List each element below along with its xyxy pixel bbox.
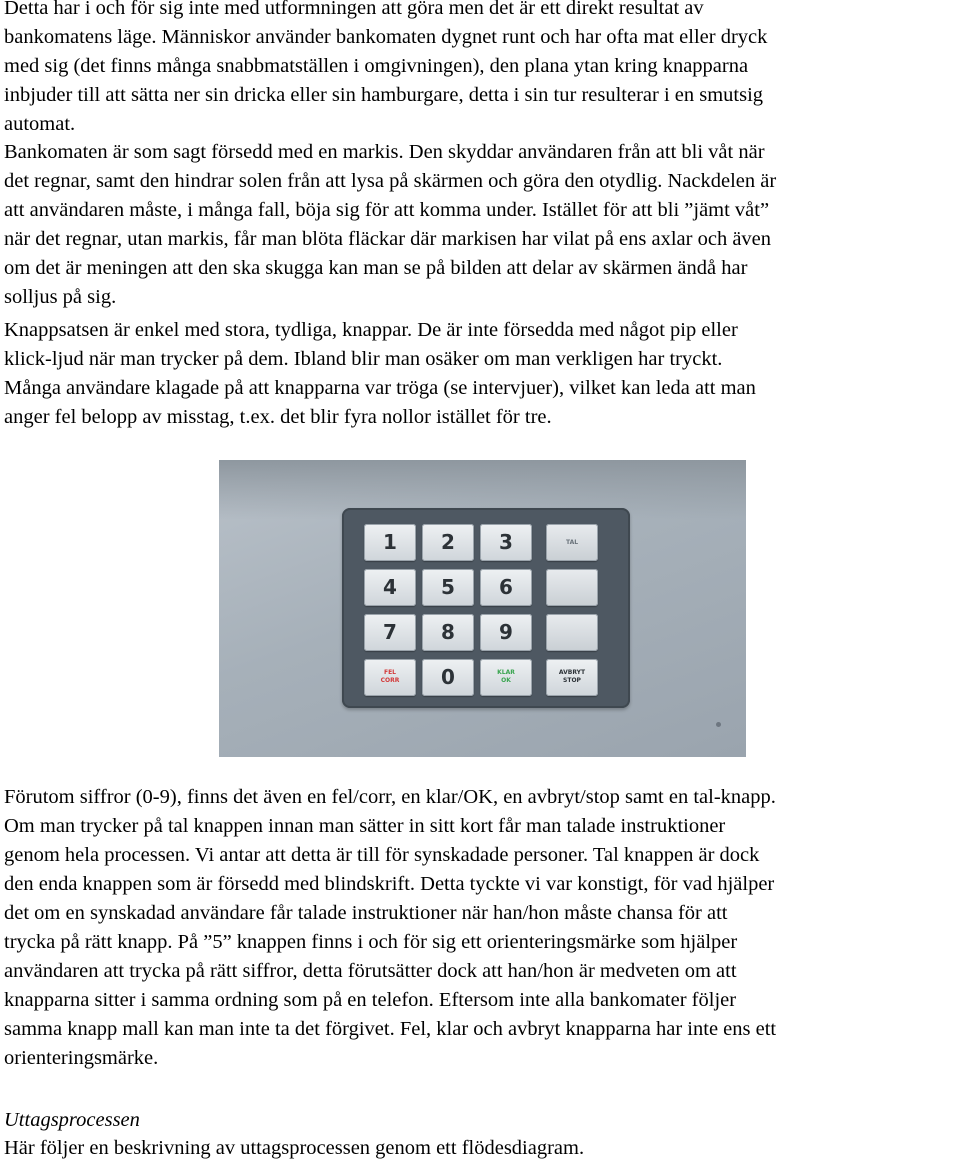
text-line: användaren att trycka på rätt siffror, detta förutsätter dock att han/hon är medveten om att bbox=[4, 960, 737, 982]
text-line: det regnar, samt den hindrar solen från att lysa på skärmen och göra den otydlig. Nackdelen är bbox=[4, 170, 777, 192]
key-label: 6 bbox=[499, 575, 513, 599]
key-label: CORR bbox=[380, 677, 400, 684]
key-0 bbox=[422, 659, 474, 696]
key-label: 5 bbox=[441, 575, 455, 599]
key-label: 8 bbox=[441, 620, 455, 644]
text-line: bankomatens läge. Människor använder bankomaten dygnet runt och har ofta mat eller dryck bbox=[4, 26, 768, 48]
key-label: 0 bbox=[441, 665, 455, 689]
key-3 bbox=[480, 524, 532, 561]
key-avbryt-stop bbox=[546, 659, 598, 696]
text-line: Förutom siffror (0-9), finns det även en fel/corr, en klar/OK, en avbryt/stop samt en tal-knapp. bbox=[4, 786, 776, 808]
paragraph-bankomat-location bbox=[4, 0, 956, 139]
key-9 bbox=[480, 614, 532, 651]
key-label: 3 bbox=[499, 530, 513, 554]
key-1 bbox=[364, 524, 416, 561]
key-label: 9 bbox=[499, 620, 513, 644]
text-line: knapparna sitter i samma ordning som på en telefon. Eftersom inte alla bankomater följer bbox=[4, 989, 737, 1011]
key-2 bbox=[422, 524, 474, 561]
key-label: KLAR bbox=[497, 669, 515, 676]
paragraph-process-intro bbox=[4, 1134, 956, 1163]
text-line: Om man trycker på tal knappen innan man sätter in sitt kort får man talade instruktioner bbox=[4, 815, 726, 837]
text-line: orienteringsmärke. bbox=[4, 1047, 159, 1069]
key-label: AVBRYT bbox=[558, 669, 586, 676]
text-line: om det är meningen att den ska skugga kan man se på bilden att delar av skärmen ändå har bbox=[4, 257, 748, 279]
text-line: Detta har i och för sig inte med utformningen att göra men det är ett direkt resultat av bbox=[4, 0, 704, 19]
key-tal bbox=[546, 524, 598, 561]
keypad-plate bbox=[342, 508, 630, 708]
key-label: 7 bbox=[383, 620, 397, 644]
keypad-photo bbox=[219, 460, 746, 757]
key-label: 1 bbox=[383, 530, 397, 554]
paragraph-awning bbox=[4, 138, 956, 312]
text-line: Många användare klagade på att knapparna var tröga (se intervjuer), vilket kan leda att man bbox=[4, 377, 756, 399]
text-line: automat. bbox=[4, 113, 76, 135]
screw bbox=[716, 722, 721, 727]
key-label: 4 bbox=[383, 575, 397, 599]
text-line: inbjuder till att sätta ner sin dricka eller sin hamburgare, detta i sin tur resulterar i en smutsig bbox=[4, 84, 764, 106]
text-line: den enda knappen som är försedd med blindskrift. Detta tyckte vi var konstigt, för vad hjälper bbox=[4, 873, 775, 895]
paragraph-keys bbox=[4, 783, 956, 1073]
text-line: när det regnar, utan markis, får man blöta fläckar där markisen har vilat på ens axlar och även bbox=[4, 228, 772, 250]
key-blank-1 bbox=[546, 569, 598, 606]
text-line: samma knapp mall kan man inte ta det förgivet. Fel, klar och avbryt knapparna har inte ens ett bbox=[4, 1018, 777, 1040]
key-klar-ok bbox=[480, 659, 532, 696]
key-7 bbox=[364, 614, 416, 651]
text-line: att användaren måste, i många fall, böja sig för att komma under. Istället för att bli ”jämt våt” bbox=[4, 199, 770, 221]
key-5 bbox=[422, 569, 474, 606]
key-4 bbox=[364, 569, 416, 606]
key-8 bbox=[422, 614, 474, 651]
paragraph-keypad bbox=[4, 316, 956, 432]
text-line: med sig (det finns många snabbmatställen i omgivningen), den plana ytan kring knapparna bbox=[4, 55, 749, 77]
text-line: Bankomaten är som sagt försedd med en markis. Den skyddar användaren från att bli våt när bbox=[4, 141, 765, 163]
text-line: klick-ljud när man trycker på dem. Ibland blir man osäker om man verkligen har tryckt. bbox=[4, 348, 723, 370]
key-label: STOP bbox=[563, 677, 581, 684]
key-6 bbox=[480, 569, 532, 606]
text-line: det om en synskadad användare får talade instruktioner när han/hon måste chansa för att bbox=[4, 902, 728, 924]
text-line: solljus på sig. bbox=[4, 286, 117, 308]
key-label: FEL bbox=[383, 669, 397, 676]
section-heading: Uttagsprocessen bbox=[4, 1109, 140, 1131]
text-line: Här följer en beskrivning av uttagsprocessen genom ett flödesdiagram. bbox=[4, 1137, 585, 1159]
key-label: TAL bbox=[565, 539, 579, 546]
text-line: trycka på rätt knapp. På ”5” knappen finns i och för sig ett orienteringsmärke som hjälper bbox=[4, 931, 738, 953]
text-line: genom hela processen. Vi antar att detta är till för synskadade personer. Tal knappen är dock bbox=[4, 844, 760, 866]
text-line: Knappsatsen är enkel med stora, tydliga, knappar. De är inte försedda med något pip eller bbox=[4, 319, 738, 341]
key-label: 2 bbox=[441, 530, 455, 554]
key-fel-corr bbox=[364, 659, 416, 696]
key-label: OK bbox=[501, 677, 511, 684]
text-line: anger fel belopp av misstag, t.ex. det blir fyra nollor istället för tre. bbox=[4, 406, 552, 428]
key-blank-2 bbox=[546, 614, 598, 651]
